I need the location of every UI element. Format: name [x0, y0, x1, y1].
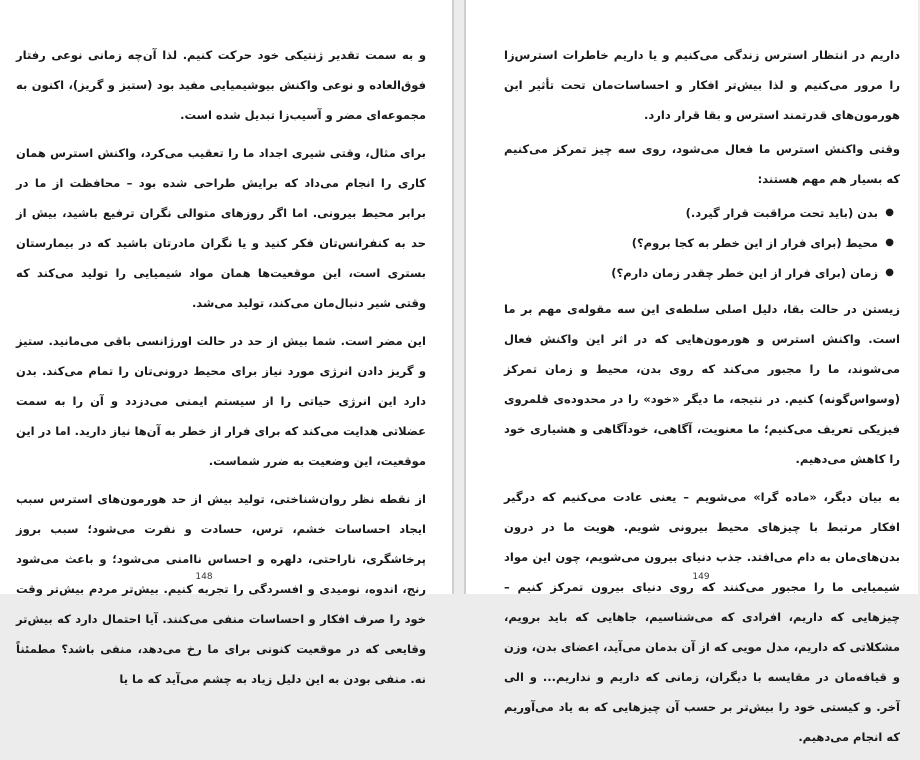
page-edge-divider	[452, 0, 454, 594]
left-page-text	[16, 40, 426, 702]
right-page	[466, 0, 918, 744]
left-page	[0, 0, 452, 686]
bullet-list	[504, 198, 900, 288]
bullet-icon: ●	[885, 207, 894, 218]
list-item: ● زمان (برای فرار از این خطر چقدر زمان دارم؟)	[504, 258, 878, 288]
page-number: 149	[692, 572, 710, 582]
list-item: ● محیط (برای فرار از این خطر به کجا بروم؟)	[504, 228, 878, 258]
paragraph: برای مثال، وقتی شیری اجداد ما را تعقیب می‌کرد، واکنش استرس همان کاری را انجام می‌داد که برایش طراحی شده بود – محافظت از ما در برابر محیط بیرونی. اما اگر روزهای متوالی نگران ترفیع باشید، بیش از حد به کنفرانس‌تان فکر کنید و یا نگران مادرتان باشید که در بیمارستان بستری است، این موقعیت‌ها همان مواد شیمیایی را تولید می‌کند که وقتی شیر دنبال‌مان می‌کند، تولید می‌شد.	[16, 146, 426, 310]
paragraph: از نقطه نظر روان‌شناختی، تولید بیش از حد هورمون‌های استرس سبب ایجاد احساسات خشم، ترس، حسادت و نفرت می‌شود؛ سبب بروز پرخاشگری، ناراحتی، دلهره و احساس ناامنی می‌شود؛ و باعث می‌شود رنج، اندوه، نومیدی و افسردگی را تجربه کنیم. بیش‌تر مردم بیش‌تر وقت خود را صرف افکار و احساسات منفی می‌کنند. آیا احتمال دارد که بیش‌تر وقایعی که در موقعیت کنونی برای ما رخ می‌دهد، منفی باشد؟ مطمئناً نه. منفی بودن به این دلیل زیاد به چشم می‌آید که ما یا	[16, 492, 426, 686]
paragraph: زیستن در حالت بقا، دلیل اصلی سلطه‌ی این سه مقوله‌ی مهم بر ما است. واکنش استرس و هورمون‌هایی که در اثر این واکنش فعال می‌شوند، ما را مجبور می‌کند که روی بدن، محیط و زمان تمرکز (وسواس‌گونه) کنیم. در نتیجه، ما دیگر «خود» را در محدوده‌ی قلمروی فیزیکی تعریف می‌کنیم؛ ما معنویت، آگاهی، خودآگاهی و هشیاری خود را کاهش می‌دهیم.	[504, 302, 900, 466]
paragraph: و به سمت تقدیر ژنتیکی خود حرکت کنیم. لذا آن‌چه زمانی نوعی رفتار فوق‌العاده و نوعی واکنش بیوشیمیایی مفید بود (ستیز و گریز)، اکنون به مجموعه‌ای مضر و آسیب‌زا تبدیل شده است.	[16, 48, 426, 122]
bullet-icon: ●	[885, 237, 894, 248]
bullet-icon: ●	[885, 267, 894, 278]
paragraph: داریم در انتظار استرس زندگی می‌کنیم و یا داریم خاطرات استرس‌زا را مرور می‌کنیم و لذا بیش‌تر افکار و احساسات‌مان تحت تأثیر این هورمون‌های قدرتمند استرس و بقا قرار دارد.	[504, 48, 900, 122]
lead-paragraph: وقتی واکنش استرس ما فعال می‌شود، روی سه چیز تمرکز می‌کنیم که بسیار هم مهم هستند:	[504, 142, 900, 186]
page-number: 148	[195, 572, 213, 582]
paragraph: به بیان دیگر، «ماده گرا» می‌شویم – یعنی عادت می‌کنیم که درگیر افکار مرتبط با چیزهای محیط بیرونی شویم. هویت ما در درون بدن‌های‌مان به دام می‌افتد. جذب دنیای بیرون می‌شویم، چون این مواد شیمیایی ما را مجبور می‌کنند که روی دنیای بیرون تمرکز کنیم – چیزهایی که داریم، افرادی که می‌شناسیم، جاهایی که باید برویم، مشکلاتی که داریم، مدل مویی که از آن بدمان می‌آید، اعضای بدن، وزن و قیافه‌مان در مقایسه با دیگران، زمانی که داریم و نداریم... و الی آخر. و کیستی خود را بیش‌تر بر حسب آن چیزهایی که به یاد می‌آوریم که انجام می‌دهیم.	[504, 490, 900, 744]
paragraph: این مضر است. شما بیش از حد در حالت اورژانسی باقی می‌مانید. ستیز و گریز دادن انرژی مورد نیاز برای محیط درونی‌تان را تمام می‌کند. بدن دارد این انرژی حیاتی را از سیستم ایمنی می‌دزدد و آن را به سمت عضلاتی هدایت می‌کند که برای فرار از خطر به آن‌ها نیاز دارید. اما در این موقعیت، این وضعیت به ضرر شماست.	[16, 334, 426, 468]
list-item: ● بدن (باید تحت مراقبت قرار گیرد.)	[504, 198, 878, 228]
right-page-text	[504, 40, 900, 760]
